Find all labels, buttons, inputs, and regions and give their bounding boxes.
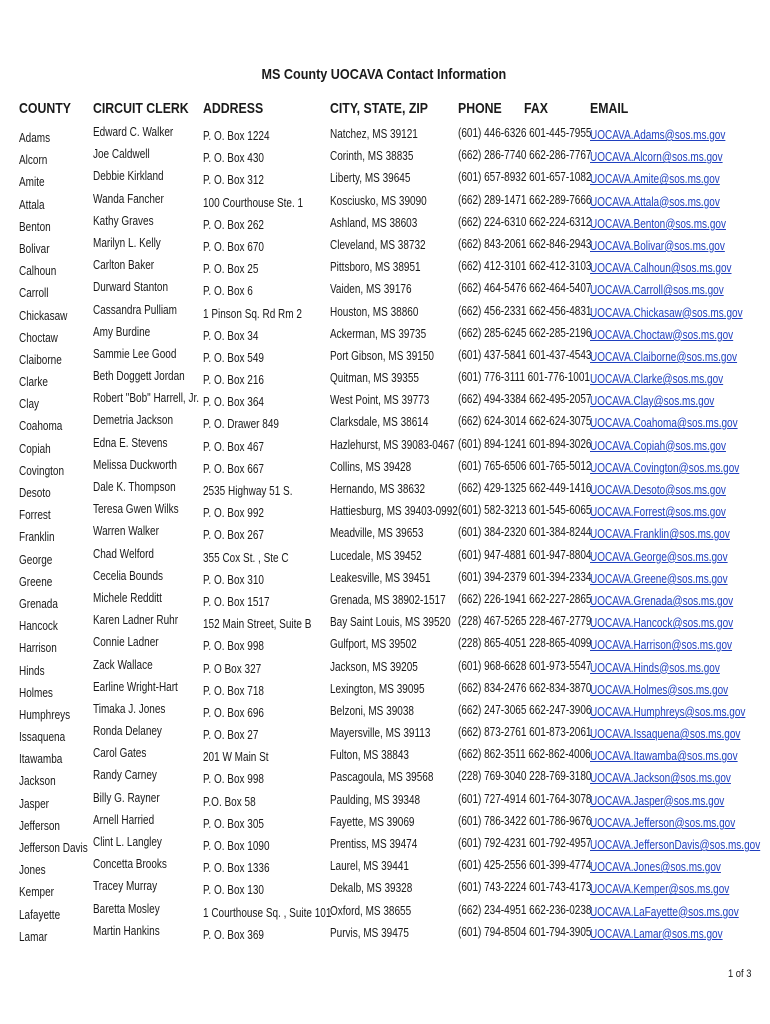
circuit-clerk-cell: Baretta Mosley	[93, 901, 160, 916]
table-row	[0, 479, 770, 501]
county-cell: Hinds	[19, 663, 45, 678]
phone-fax-cell: (662) 873-2761 601-873-2061	[458, 725, 592, 740]
table-row	[0, 191, 770, 213]
phone-fax-cell: (601) 425-2556 601-399-4774	[458, 858, 592, 873]
email-link[interactable]: UOCAVA.Coahoma@sos.ms.gov	[590, 416, 738, 431]
county-cell: Lafayette	[19, 907, 61, 922]
address-cell: P. O. Box 312	[203, 173, 264, 188]
table-row	[0, 390, 770, 412]
circuit-clerk-cell: Wanda Fancher	[93, 191, 164, 206]
city-state-zip-cell: Ashland, MS 38603	[330, 215, 418, 230]
county-cell: Benton	[19, 219, 51, 234]
phone-fax-cell: (662) 624-3014 662-624-3075	[458, 414, 592, 429]
county-cell: Clarke	[19, 375, 48, 390]
email-link[interactable]: UOCAVA.Issaquena@sos.ms.gov	[590, 727, 741, 742]
table-row	[0, 302, 770, 324]
address-cell: P. O. Box 27	[203, 728, 259, 743]
phone-fax-cell: (228) 865-4051 228-865-4099	[458, 636, 592, 651]
header-circuit-clerk: CIRCUIT CLERK	[93, 100, 189, 117]
circuit-clerk-cell: Martin Hankins	[93, 923, 160, 938]
city-state-zip-cell: Lucedale, MS 39452	[330, 548, 422, 563]
table-row	[0, 923, 770, 945]
table-row	[0, 279, 770, 301]
circuit-clerk-cell: Debbie Kirkland	[93, 169, 164, 184]
address-cell: P. O. Box 130	[203, 883, 264, 898]
email-link[interactable]: UOCAVA.Benton@sos.ms.gov	[590, 216, 726, 231]
email-link[interactable]: UOCAVA.Greene@sos.ms.gov	[590, 571, 728, 586]
city-state-zip-cell: Belzoni, MS 39038	[330, 703, 414, 718]
phone-fax-cell: (662) 494-3384 662-495-2057	[458, 392, 592, 407]
county-cell: Kemper	[19, 885, 55, 900]
city-state-zip-cell: Hazlehurst, MS 39083-0467	[330, 437, 455, 452]
table-row	[0, 878, 770, 900]
city-state-zip-cell: Collins, MS 39428	[330, 459, 412, 474]
address-cell: P. O. Box 1224	[203, 129, 270, 143]
table-row	[0, 257, 770, 279]
county-cell: Franklin	[19, 530, 55, 545]
table-row	[0, 834, 770, 856]
circuit-clerk-cell: Melissa Duckworth	[93, 457, 177, 472]
county-cell: Desoto	[19, 486, 51, 500]
county-cell: Choctaw	[19, 330, 58, 345]
phone-fax-cell: (601) 794-8504 601-794-3905	[458, 924, 592, 939]
phone-fax-cell: (601) 947-4881 601-947-8804	[458, 547, 592, 562]
table-row	[0, 723, 770, 745]
email-link[interactable]: UOCAVA.Carroll@sos.ms.gov	[590, 283, 724, 298]
address-cell: 152 Main Street, Suite B	[203, 617, 312, 632]
circuit-clerk-cell: Edna E. Stevens	[93, 435, 168, 450]
county-cell: Alcorn	[19, 153, 48, 168]
circuit-clerk-cell: Teresa Gwen Wilks	[93, 502, 179, 517]
city-state-zip-cell: Paulding, MS 39348	[330, 792, 421, 807]
table-row	[0, 856, 770, 878]
circuit-clerk-cell: Connie Ladner	[93, 635, 159, 650]
table-row	[0, 546, 770, 568]
circuit-clerk-cell: Chad Welford	[93, 546, 154, 561]
table-row	[0, 457, 770, 479]
table-row	[0, 590, 770, 612]
address-cell: P. O. Box 267	[203, 528, 264, 543]
address-cell: 1 Courthouse Sq. , Suite 101	[203, 905, 332, 920]
table-row	[0, 124, 770, 146]
address-cell: P. O. Box 430	[203, 151, 264, 166]
email-link[interactable]: UOCAVA.Copiah@sos.ms.gov	[590, 438, 726, 453]
address-cell: P. O. Box 718	[203, 683, 264, 698]
phone-fax-cell: (601) 657-8932 601-657-1082	[458, 170, 592, 185]
address-cell: P. O. Box 549	[203, 350, 264, 365]
address-cell: P. O. Box 467	[203, 439, 264, 454]
phone-fax-cell: (601) 765-6506 601-765-5012	[458, 458, 592, 473]
city-state-zip-cell: Houston, MS 38860	[330, 304, 419, 319]
email-link[interactable]: UOCAVA.JeffersonDavis@sos.ms.gov	[590, 838, 761, 852]
county-cell: Jackson	[19, 774, 56, 789]
table-row	[0, 767, 770, 789]
header-email: EMAIL	[590, 100, 629, 117]
email-link[interactable]: UOCAVA.Forrest@sos.ms.gov	[590, 505, 726, 520]
phone-fax-cell: (601) 446-6326 601-445-7955	[458, 126, 592, 140]
email-link[interactable]: UOCAVA.George@sos.ms.gov	[590, 549, 728, 564]
circuit-clerk-cell: Demetria Jackson	[93, 413, 174, 428]
city-state-zip-cell: Laurel, MS 39441	[330, 859, 409, 874]
phone-fax-cell: (662) 456-2331 662-456-4831	[458, 303, 592, 318]
table-row	[0, 634, 770, 656]
city-state-zip-cell: Natchez, MS 39121	[330, 127, 418, 141]
county-cell: George	[19, 552, 53, 567]
city-state-zip-cell: Port Gibson, MS 39150	[330, 348, 434, 363]
address-cell: P. O. Box 25	[203, 262, 259, 277]
phone-fax-cell: (601) 384-2320 601-384-8244	[458, 525, 592, 540]
address-cell: P. O. Box 998	[203, 639, 264, 654]
county-cell: Itawamba	[19, 752, 63, 767]
email-link[interactable]: UOCAVA.Desoto@sos.ms.gov	[590, 483, 726, 497]
email-link[interactable]: UOCAVA.Amite@sos.ms.gov	[590, 172, 720, 187]
county-cell: Holmes	[19, 685, 53, 700]
table-row	[0, 745, 770, 767]
phone-fax-cell: (601) 582-3213 601-545-6065	[458, 503, 592, 518]
circuit-clerk-cell: Randy Carney	[93, 768, 157, 783]
county-cell: Greene	[19, 574, 53, 589]
table-row	[0, 679, 770, 701]
circuit-clerk-cell: Beth Doggett Jordan	[93, 369, 185, 384]
county-cell: Amite	[19, 175, 45, 190]
city-state-zip-cell: Grenada, MS 38902-1517	[330, 592, 446, 607]
city-state-zip-cell: Quitman, MS 39355	[330, 371, 419, 386]
address-cell: P. O. Box 1090	[203, 839, 270, 853]
circuit-clerk-cell: Marilyn L. Kelly	[93, 235, 161, 250]
address-cell: P. O. Box 1336	[203, 861, 270, 876]
circuit-clerk-cell: Cecelia Bounds	[93, 568, 164, 583]
contact-table-body	[0, 124, 770, 945]
city-state-zip-cell: Fayette, MS 39069	[330, 814, 415, 829]
phone-fax-cell: (662) 224-6310 662-224-6312	[458, 214, 592, 229]
email-link[interactable]: UOCAVA.Covington@sos.ms.gov	[590, 460, 740, 475]
city-state-zip-cell: Liberty, MS 39645	[330, 171, 411, 186]
circuit-clerk-cell: Timaka J. Jones	[93, 701, 166, 716]
address-cell: P. O. Box 364	[203, 395, 264, 410]
city-state-zip-cell: Clarksdale, MS 38614	[330, 415, 429, 430]
email-link[interactable]: UOCAVA.Bolivar@sos.ms.gov	[590, 238, 725, 253]
table-row	[0, 790, 770, 812]
address-cell: 1 Pinson Sq. Rd Rm 2	[203, 306, 302, 321]
city-state-zip-cell: Pittsboro, MS 38951	[330, 260, 421, 275]
county-cell: Jones	[19, 863, 46, 878]
county-cell: Jasper	[19, 796, 50, 811]
city-state-zip-cell: Cleveland, MS 38732	[330, 237, 426, 252]
circuit-clerk-cell: Durward Stanton	[93, 280, 169, 295]
circuit-clerk-cell: Zack Wallace	[93, 657, 153, 672]
city-state-zip-cell: Pascagoula, MS 39568	[330, 770, 434, 785]
table-row	[0, 168, 770, 190]
address-cell: P. O. Box 369	[203, 927, 264, 942]
city-state-zip-cell: Purvis, MS 39475	[330, 925, 409, 940]
table-row	[0, 235, 770, 257]
email-link[interactable]: UOCAVA.Lamar@sos.ms.gov	[590, 926, 723, 941]
city-state-zip-cell: West Point, MS 39773	[330, 393, 430, 408]
email-link[interactable]: UOCAVA.Jones@sos.ms.gov	[590, 860, 721, 875]
email-link[interactable]: UOCAVA.Jasper@sos.ms.gov	[590, 793, 725, 808]
address-cell: P. O. Box 670	[203, 239, 264, 254]
table-row	[0, 501, 770, 523]
email-link[interactable]: UOCAVA.Adams@sos.ms.gov	[590, 128, 726, 142]
phone-fax-cell: (662) 226-1941 662-227-2865	[458, 591, 592, 606]
phone-fax-cell: (228) 467-5265 228-467-2779	[458, 614, 592, 629]
county-cell: Jefferson	[19, 818, 60, 833]
table-row	[0, 412, 770, 434]
table-row	[0, 368, 770, 390]
county-cell: Copiah	[19, 441, 51, 456]
page-title: MS County UOCAVA Contact Information	[261, 66, 507, 83]
county-cell: Adams	[19, 131, 51, 145]
phone-fax-cell: (601) 894-1241 601-894-3026	[458, 436, 592, 451]
circuit-clerk-cell: Ronda Delaney	[93, 724, 162, 739]
county-cell: Forrest	[19, 508, 51, 523]
city-state-zip-cell: Prentiss, MS 39474	[330, 837, 418, 851]
city-state-zip-cell: Ackerman, MS 39735	[330, 326, 427, 341]
county-cell: Grenada	[19, 596, 58, 611]
table-row	[0, 324, 770, 346]
address-cell: P. O. Box 216	[203, 373, 264, 388]
circuit-clerk-cell: Michele Redditt	[93, 590, 162, 605]
county-cell: Claiborne	[19, 352, 62, 367]
email-link[interactable]: UOCAVA.Jackson@sos.ms.gov	[590, 771, 731, 786]
county-cell: Hancock	[19, 619, 58, 634]
table-row	[0, 901, 770, 923]
county-cell: Carroll	[19, 286, 49, 301]
email-link[interactable]: UOCAVA.Choctaw@sos.ms.gov	[590, 327, 734, 342]
circuit-clerk-cell: Joe Caldwell	[93, 147, 150, 162]
city-state-zip-cell: Hernando, MS 38632	[330, 482, 426, 496]
county-cell: Chickasaw	[19, 308, 68, 323]
circuit-clerk-cell: Concetta Brooks	[93, 857, 167, 872]
phone-fax-cell: (662) 862-3511 662-862-4006	[458, 747, 591, 762]
email-link[interactable]: UOCAVA.Kemper@sos.ms.gov	[590, 882, 730, 897]
phone-fax-cell: (662) 247-3065 662-247-3906	[458, 702, 592, 717]
county-cell: Clay	[19, 397, 40, 412]
circuit-clerk-cell: Karen Ladner Ruhr	[93, 613, 179, 628]
circuit-clerk-cell: Warren Walker	[93, 524, 159, 539]
table-row	[0, 213, 770, 235]
phone-fax-cell: (662) 285-6245 662-285-2196	[458, 325, 592, 340]
email-link[interactable]: UOCAVA.Grenada@sos.ms.gov	[590, 593, 734, 608]
phone-fax-cell: (601) 743-2224 601-743-4173	[458, 880, 592, 895]
email-link[interactable]: UOCAVA.Hinds@sos.ms.gov	[590, 660, 720, 675]
phone-fax-cell: (228) 769-3040 228-769-3180	[458, 769, 592, 784]
address-cell: P. O. Box 696	[203, 705, 264, 720]
county-cell: Bolivar	[19, 241, 50, 256]
header-city-state-zip: CITY, STATE, ZIP	[330, 100, 428, 117]
table-row	[0, 435, 770, 457]
circuit-clerk-cell: Dale K. Thompson	[93, 480, 176, 494]
email-link[interactable]: UOCAVA.Clay@sos.ms.gov	[590, 394, 715, 409]
phone-fax-cell: (662) 286-7740 662-286-7767	[458, 148, 592, 163]
phone-fax-cell: (601) 437-5841 601-437-4543	[458, 347, 592, 362]
email-link[interactable]: UOCAVA.Humphreys@sos.ms.gov	[590, 704, 746, 719]
table-row	[0, 701, 770, 723]
circuit-clerk-cell: Carlton Baker	[93, 258, 155, 273]
city-state-zip-cell: Fulton, MS 38843	[330, 748, 409, 763]
address-cell: 2535 Highway 51 S.	[203, 484, 293, 498]
phone-fax-cell: (601) 776-3111 601-776-1001	[458, 370, 590, 385]
address-cell: P. O. Box 310	[203, 572, 264, 587]
email-link[interactable]: UOCAVA.Chickasaw@sos.ms.gov	[590, 305, 743, 320]
address-cell: P. O. Box 34	[203, 328, 259, 343]
county-cell: Jefferson Davis	[19, 841, 88, 855]
county-cell: Covington	[19, 463, 65, 478]
address-cell: 201 W Main St	[203, 750, 269, 765]
city-state-zip-cell: Lexington, MS 39095	[330, 681, 425, 696]
address-cell: P. O. Drawer 849	[203, 417, 279, 432]
address-cell: 355 Cox St. , Ste C	[203, 550, 289, 565]
county-cell: Calhoun	[19, 264, 57, 279]
city-state-zip-cell: Leakesville, MS 39451	[330, 570, 431, 585]
phone-fax-cell: (662) 289-1471 662-289-7666	[458, 192, 592, 207]
circuit-clerk-cell: Cassandra Pulliam	[93, 302, 177, 317]
table-row	[0, 523, 770, 545]
email-link[interactable]: UOCAVA.Hancock@sos.ms.gov	[590, 616, 734, 631]
address-cell: P. O. Box 305	[203, 816, 264, 831]
phone-fax-cell: (662) 464-5476 662-464-5407	[458, 281, 592, 296]
county-cell: Humphreys	[19, 707, 71, 722]
email-link[interactable]: UOCAVA.Harrison@sos.ms.gov	[590, 638, 733, 653]
phone-fax-cell: (662) 429-1325 662-449-1416	[458, 481, 592, 495]
address-cell: P. O. Box 1517	[203, 594, 270, 609]
address-cell: 100 Courthouse Ste. 1	[203, 195, 304, 210]
city-state-zip-cell: Gulfport, MS 39502	[330, 637, 417, 652]
circuit-clerk-cell: Earline Wright-Hart	[93, 679, 178, 694]
address-cell: P. O Box 327	[203, 661, 262, 676]
phone-fax-cell: (662) 843-2061 662-846-2943	[458, 236, 592, 251]
address-cell: P. O. Box 992	[203, 506, 264, 521]
city-state-zip-cell: Vaiden, MS 39176	[330, 282, 412, 297]
circuit-clerk-cell: Kathy Graves	[93, 213, 154, 228]
page-number: 1 of 3	[728, 968, 752, 980]
circuit-clerk-cell: Billy G. Rayner	[93, 790, 160, 805]
email-link[interactable]: UOCAVA.Claiborne@sos.ms.gov	[590, 349, 738, 364]
email-link[interactable]: UOCAVA.Itawamba@sos.ms.gov	[590, 749, 738, 764]
county-cell: Harrison	[19, 641, 57, 656]
table-row	[0, 612, 770, 634]
circuit-clerk-cell: Robert "Bob" Harrell, Jr.	[93, 391, 200, 406]
table-row	[0, 346, 770, 368]
city-state-zip-cell: Jackson, MS 39205	[330, 659, 418, 674]
address-cell: P. O. Box 667	[203, 461, 264, 476]
circuit-clerk-cell: Edward C. Walker	[93, 125, 174, 139]
phone-fax-cell: (662) 834-2476 662-834-3870	[458, 680, 592, 695]
county-cell: Issaquena	[19, 730, 66, 745]
email-link[interactable]: UOCAVA.Jefferson@sos.ms.gov	[590, 815, 736, 830]
city-state-zip-cell: Kosciusko, MS 39090	[330, 193, 427, 208]
email-link[interactable]: UOCAVA.Attala@sos.ms.gov	[590, 194, 720, 209]
phone-fax-cell: (662) 412-3101 662-412-3103	[458, 259, 592, 274]
address-cell: P.O. Box 58	[203, 794, 256, 809]
circuit-clerk-cell: Carol Gates	[93, 746, 147, 761]
city-state-zip-cell: Oxford, MS 38655	[330, 903, 412, 918]
address-cell: P. O. Box 998	[203, 772, 264, 787]
header-phone: PHONE	[458, 100, 502, 117]
table-header	[0, 100, 770, 122]
table-row	[0, 812, 770, 834]
phone-fax-cell: (601) 786-3422 601-786-9676	[458, 813, 592, 828]
email-link[interactable]: UOCAVA.Franklin@sos.ms.gov	[590, 527, 730, 542]
circuit-clerk-cell: Clint L. Langley	[93, 835, 162, 849]
table-row	[0, 657, 770, 679]
table-row	[0, 146, 770, 168]
email-link[interactable]: UOCAVA.Clarke@sos.ms.gov	[590, 372, 724, 387]
phone-fax-cell: (601) 792-4231 601-792-4957	[458, 836, 592, 850]
phone-fax-cell: (662) 234-4951 662-236-0238	[458, 902, 592, 917]
city-state-zip-cell: Hattiesburg, MS 39403-0992	[330, 504, 458, 519]
circuit-clerk-cell: Amy Burdine	[93, 324, 151, 339]
city-state-zip-cell: Dekalb, MS 39328	[330, 881, 413, 896]
phone-fax-cell: (601) 968-6628 601-973-5547	[458, 658, 592, 673]
address-cell: P. O. Box 6	[203, 284, 253, 299]
circuit-clerk-cell: Arnell Harried	[93, 812, 155, 827]
city-state-zip-cell: Meadville, MS 39653	[330, 526, 424, 541]
city-state-zip-cell: Mayersville, MS 39113	[330, 726, 431, 741]
circuit-clerk-cell: Sammie Lee Good	[93, 346, 177, 361]
table-row	[0, 568, 770, 590]
phone-fax-cell: (601) 727-4914 601-764-3078	[458, 791, 592, 806]
city-state-zip-cell: Corinth, MS 38835	[330, 149, 414, 164]
header-address: ADDRESS	[203, 100, 264, 117]
county-cell: Lamar	[19, 929, 48, 944]
email-link[interactable]: UOCAVA.LaFayette@sos.ms.gov	[590, 904, 739, 919]
header-fax: FAX	[524, 100, 548, 117]
county-cell: Coahoma	[19, 419, 63, 434]
county-cell: Attala	[19, 197, 45, 212]
city-state-zip-cell: Bay Saint Louis, MS 39520	[330, 615, 451, 630]
header-county: COUNTY	[19, 100, 71, 117]
phone-fax-cell: (601) 394-2379 601-394-2334	[458, 569, 592, 584]
email-link[interactable]: UOCAVA.Alcorn@sos.ms.gov	[590, 150, 723, 165]
address-cell: P. O. Box 262	[203, 217, 264, 232]
email-link[interactable]: UOCAVA.Calhoun@sos.ms.gov	[590, 261, 732, 276]
email-link[interactable]: UOCAVA.Holmes@sos.ms.gov	[590, 682, 729, 697]
circuit-clerk-cell: Tracey Murray	[93, 879, 158, 894]
